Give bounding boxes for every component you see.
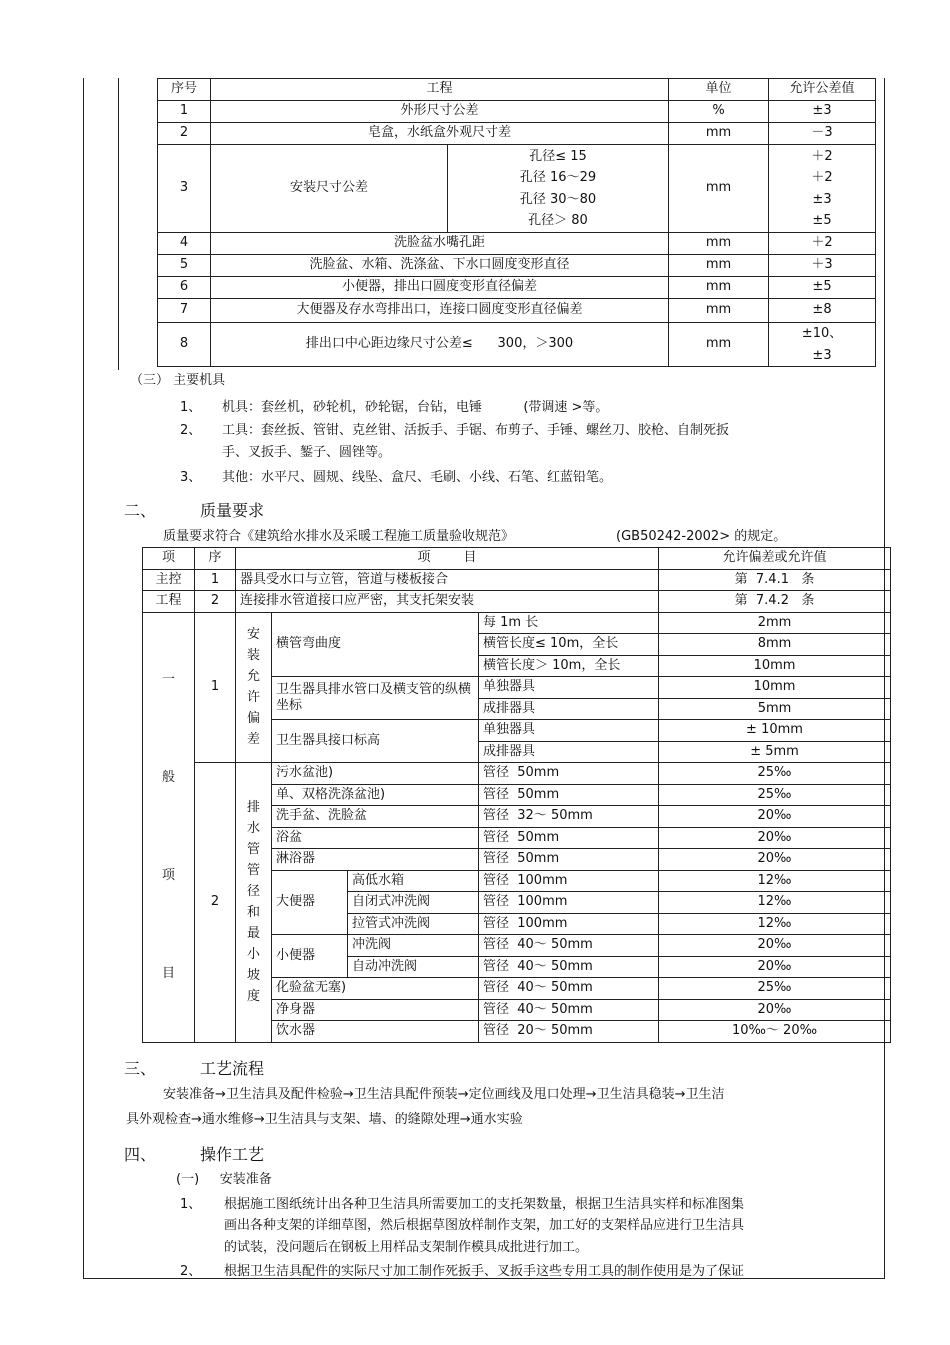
row-item: 连接排水管道接口应严密，其支托架安装 (236, 591, 659, 613)
table-row (143, 612, 891, 634)
header-no: 序 (195, 548, 236, 570)
vertical-char: 管 (246, 863, 260, 879)
row-value: 12‰ (659, 870, 891, 892)
step-text: 的试装，没问题后在钢板上用样品支架制作模具成批进行加工。 (224, 1240, 589, 1255)
fixture-name: 小便器 (272, 935, 348, 978)
step-no: 2、 (180, 1264, 202, 1279)
row-value: ±3 (769, 101, 876, 123)
row-value: 10mm (659, 655, 891, 677)
row-item: 洗脸盆、水箱、洗涤盆、下水口圆度变形直径 (211, 255, 669, 277)
row-value: 20‰ (659, 999, 891, 1021)
table-row (158, 123, 876, 145)
sub-value: ±3 (812, 347, 832, 363)
subsection-heading: (一) 安装准备 (176, 1172, 272, 1187)
group-name: 卫生器具排水管口及横支管的纵横坐标 (272, 677, 479, 720)
section-title: 工艺流程 (200, 1059, 265, 1078)
row-condition: 管径 50mm (479, 763, 659, 785)
header-no: 序号 (158, 79, 211, 101)
row-value: 8mm (659, 634, 891, 656)
row-no: 8 (158, 323, 211, 367)
row-condition: 管径 40～ 50mm (479, 956, 659, 978)
row-value: 10mm (659, 677, 891, 699)
row-unit: mm (669, 145, 769, 233)
vertical-char: 径 (246, 884, 260, 900)
step-no: 1、 (180, 1197, 202, 1212)
row-no: 4 (158, 233, 211, 255)
row-condition: 成排器具 (479, 698, 659, 720)
sub-value: ±5 (812, 213, 832, 228)
sub-item: 孔径 30～80 (519, 191, 597, 207)
row-value: 20‰ (659, 806, 891, 828)
vertical-char: 管 (246, 842, 260, 858)
fixture-subtype: 自动冲洗阀 (348, 956, 479, 978)
drain-slope-label (236, 763, 272, 1043)
header-item: 项 目 (236, 548, 659, 570)
sub-item: 孔径＞ 80 (528, 213, 588, 228)
header-unit: 单位 (669, 79, 769, 101)
inner-border-line (118, 78, 119, 370)
row-value: 第 7.4.1 条 (659, 569, 891, 591)
row-item: 小便器，排出口圆度变形直径偏差 (211, 277, 669, 299)
vertical-char: 装 (246, 648, 260, 664)
row-no: 3 (158, 145, 211, 233)
fixture-name: 饮水器 (272, 1021, 479, 1043)
vertical-char: 坡 (246, 968, 260, 984)
table-row (158, 233, 876, 255)
fixture-subtype: 拉管式冲洗阀 (348, 913, 479, 935)
row-condition: 管径 20～ 50mm (479, 1021, 659, 1043)
row-values (769, 145, 876, 233)
vertical-char: 偏 (246, 711, 260, 727)
row-unit: mm (669, 277, 769, 299)
row-unit: mm (669, 299, 769, 323)
process-flow-line: 安装准备→卫生洁具及配件检验→卫生洁具配件预装→定位画线及甩口处理→卫生洁具稳装→卫生洁 (163, 1087, 725, 1102)
table-row (143, 569, 891, 591)
section-number: 二、 (124, 501, 157, 520)
row-condition: 管径 50mm (479, 849, 659, 871)
sub-value: ±10、 (801, 326, 843, 341)
row-value: ＋2 (769, 233, 876, 255)
row-unit: % (669, 101, 769, 123)
row-value: 20‰ (659, 849, 891, 871)
row-value: 20‰ (659, 956, 891, 978)
row-value: 25‰ (659, 784, 891, 806)
row-condition: 横管长度＞ 10m，全长 (479, 655, 659, 677)
row-condition: 横管长度≤ 10m，全长 (479, 634, 659, 656)
sub-value: ＋2 (811, 148, 833, 164)
row-condition: 成排器具 (479, 741, 659, 763)
row-no: 7 (158, 299, 211, 323)
vertical-char: 安 (246, 627, 260, 643)
table-row (158, 255, 876, 277)
section-title: 操作工艺 (200, 1145, 265, 1164)
table-row (143, 763, 891, 785)
vertical-char: 和 (246, 905, 260, 921)
row-value: ±8 (769, 299, 876, 323)
fixture-name: 洗手盆、洗脸盆 (272, 806, 479, 828)
row-condition: 管径 32～ 50mm (479, 806, 659, 828)
tolerance-table (157, 78, 876, 367)
row-condition: 管径 100mm (479, 870, 659, 892)
row-no: 5 (158, 255, 211, 277)
vertical-char: 差 (246, 732, 260, 748)
row-value: 12‰ (659, 913, 891, 935)
vertical-char: 排 (246, 800, 260, 816)
row-condition: 管径 40～ 50mm (479, 935, 659, 957)
header-category: 项 (143, 548, 195, 570)
vertical-char: 水 (246, 821, 260, 837)
header-value: 允许偏差或允许值 (659, 548, 891, 570)
row-value: 25‰ (659, 763, 891, 785)
tools-item-no: 3、 (180, 470, 202, 485)
quality-table (142, 547, 891, 1043)
row-no: 1 (195, 569, 236, 591)
row-no: 1 (195, 612, 236, 763)
tools-item-text: 工具：套丝扳、管钳、克丝钳、活扳手、手锯、布剪子、手锤、螺丝刀、胶枪、自制死扳 (222, 423, 730, 438)
header-item: 工程 (211, 79, 669, 101)
row-value: 12‰ (659, 892, 891, 914)
main-control-label: 工程 (143, 591, 195, 613)
row-condition: 管径 50mm (479, 827, 659, 849)
row-sub-items (448, 145, 669, 233)
row-value: 20‰ (659, 935, 891, 957)
row-no: 1 (158, 101, 211, 123)
row-unit: mm (669, 123, 769, 145)
table-row (158, 145, 876, 233)
row-item: 皂盒，水纸盒外观尺寸差 (211, 123, 669, 145)
tools-heading: （三） 主要机具 (130, 373, 226, 388)
row-condition: 每 1m 长 (479, 612, 659, 634)
row-value: －3 (769, 123, 876, 145)
group-name: 横管弯曲度 (272, 612, 479, 677)
general-label-char: 一 (161, 671, 175, 687)
fixture-name: 净身器 (272, 999, 479, 1021)
process-flow-line: 具外观检查→通水维修→卫生洁具与支架、墙、的缝隙处理→通水实验 (126, 1112, 523, 1127)
row-condition: 单独器具 (479, 720, 659, 742)
table-row (158, 101, 876, 123)
table-row (158, 299, 876, 323)
table-row (158, 277, 876, 299)
tools-item-text: 其他：水平尺、圆规、线坠、盒尺、毛刷、小线、石笔、红蓝铅笔。 (222, 470, 613, 485)
vertical-char: 最 (246, 926, 260, 942)
row-no: 6 (158, 277, 211, 299)
row-no: 2 (195, 763, 236, 1043)
row-item: 外形尺寸公差 (211, 101, 669, 123)
quality-description: 质量要求符合《建筑给水排水及采暖工程施工质量验收规范》 (163, 529, 515, 544)
fixture-name: 大便器 (272, 870, 348, 935)
general-label (143, 612, 195, 1042)
row-value: ± 5mm (659, 741, 891, 763)
section-number: 三、 (124, 1059, 157, 1078)
fixture-name: 淋浴器 (272, 849, 479, 871)
row-item: 器具受水口与立管，管道与楼板接合 (236, 569, 659, 591)
group-name: 卫生器具接口标高 (272, 720, 479, 763)
row-value: 5mm (659, 698, 891, 720)
row-item: 洗脸盆水嘴孔距 (211, 233, 669, 255)
row-unit: mm (669, 233, 769, 255)
row-value: 第 7.4.2 条 (659, 591, 891, 613)
row-item: 排出口中心距边缘尺寸公差≤ 300，＞300 (211, 323, 669, 367)
row-condition: 管径 40～ 50mm (479, 978, 659, 1000)
tools-item-no: 1、 (180, 400, 202, 415)
row-value: ＋3 (769, 255, 876, 277)
step-text: 根据卫生洁具配件的实际尺寸加工制作死扳手、叉扳手这些专用工具的制作使用是为了保证 (224, 1264, 745, 1279)
row-value: ±5 (769, 277, 876, 299)
row-item: 大便器及存水弯排出口，连接口圆度变形直径偏差 (211, 299, 669, 323)
table-header-row (158, 79, 876, 101)
general-label-char: 般 (161, 769, 175, 785)
main-control-label: 主控 (143, 569, 195, 591)
fixture-subtype: 高低水箱 (348, 870, 479, 892)
sub-value: ±3 (812, 191, 832, 207)
vertical-char: 许 (246, 690, 260, 706)
tools-item-no: 2、 (180, 423, 202, 438)
sub-item: 孔径≤ 15 (529, 148, 587, 164)
sub-item: 孔径 16～29 (519, 170, 597, 185)
install-tolerance-label (236, 612, 272, 763)
general-label-char: 项 (161, 868, 175, 883)
row-item: 安装尺寸公差 (211, 145, 448, 233)
row-condition: 管径 100mm (479, 892, 659, 914)
row-condition: 管径 50mm (479, 784, 659, 806)
step-text: 画出各种支架的详细草图，然后根据草图放样制作支架，加工好的支架样品应进行卫生洁具 (224, 1218, 745, 1233)
row-unit: mm (669, 323, 769, 367)
header-value: 允许公差值 (769, 79, 876, 101)
fixture-name: 污水盆池) (272, 763, 479, 785)
general-label-char: 目 (161, 966, 175, 982)
row-value: 25‰ (659, 978, 891, 1000)
row-condition: 管径 40～ 50mm (479, 999, 659, 1021)
row-condition: 单独器具 (479, 677, 659, 699)
tools-item-text: 机具：套丝机，砂轮机，砂轮锯，台钻，电锤 (带调速 >等。 (222, 400, 609, 415)
sub-value: ＋2 (811, 170, 833, 185)
row-no: 2 (195, 591, 236, 613)
row-values (769, 323, 876, 367)
row-value: ± 10mm (659, 720, 891, 742)
vertical-char: 小 (246, 947, 260, 963)
row-no: 2 (158, 123, 211, 145)
table-row (143, 591, 891, 613)
vertical-char: 允 (246, 669, 260, 685)
vertical-char: 度 (246, 989, 260, 1005)
fixture-subtype: 冲洗阀 (348, 935, 479, 957)
section-title: 质量要求 (200, 501, 265, 520)
row-value: 10‰～ 20‰ (659, 1021, 891, 1043)
section-number: 四、 (124, 1145, 157, 1164)
fixture-name: 化验盆无塞) (272, 978, 479, 1000)
row-condition: 管径 100mm (479, 913, 659, 935)
row-value: 2mm (659, 612, 891, 634)
step-text: 根据施工图纸统计出各种卫生洁具所需要加工的支托架数量，根据卫生洁具实样和标准图集 (224, 1197, 745, 1212)
table-row (158, 323, 876, 367)
row-value: 20‰ (659, 827, 891, 849)
fixture-subtype: 自闭式冲洗阀 (348, 892, 479, 914)
quality-standard-code: (GB50242-2002> 的规定。 (616, 529, 787, 544)
fixture-name: 浴盆 (272, 827, 479, 849)
table-header-row (143, 548, 891, 570)
fixture-name: 单、双格洗涤盆池) (272, 784, 479, 806)
row-unit: mm (669, 255, 769, 277)
tools-item-text: 手、叉扳手、錾子、圆锉等。 (222, 445, 392, 460)
